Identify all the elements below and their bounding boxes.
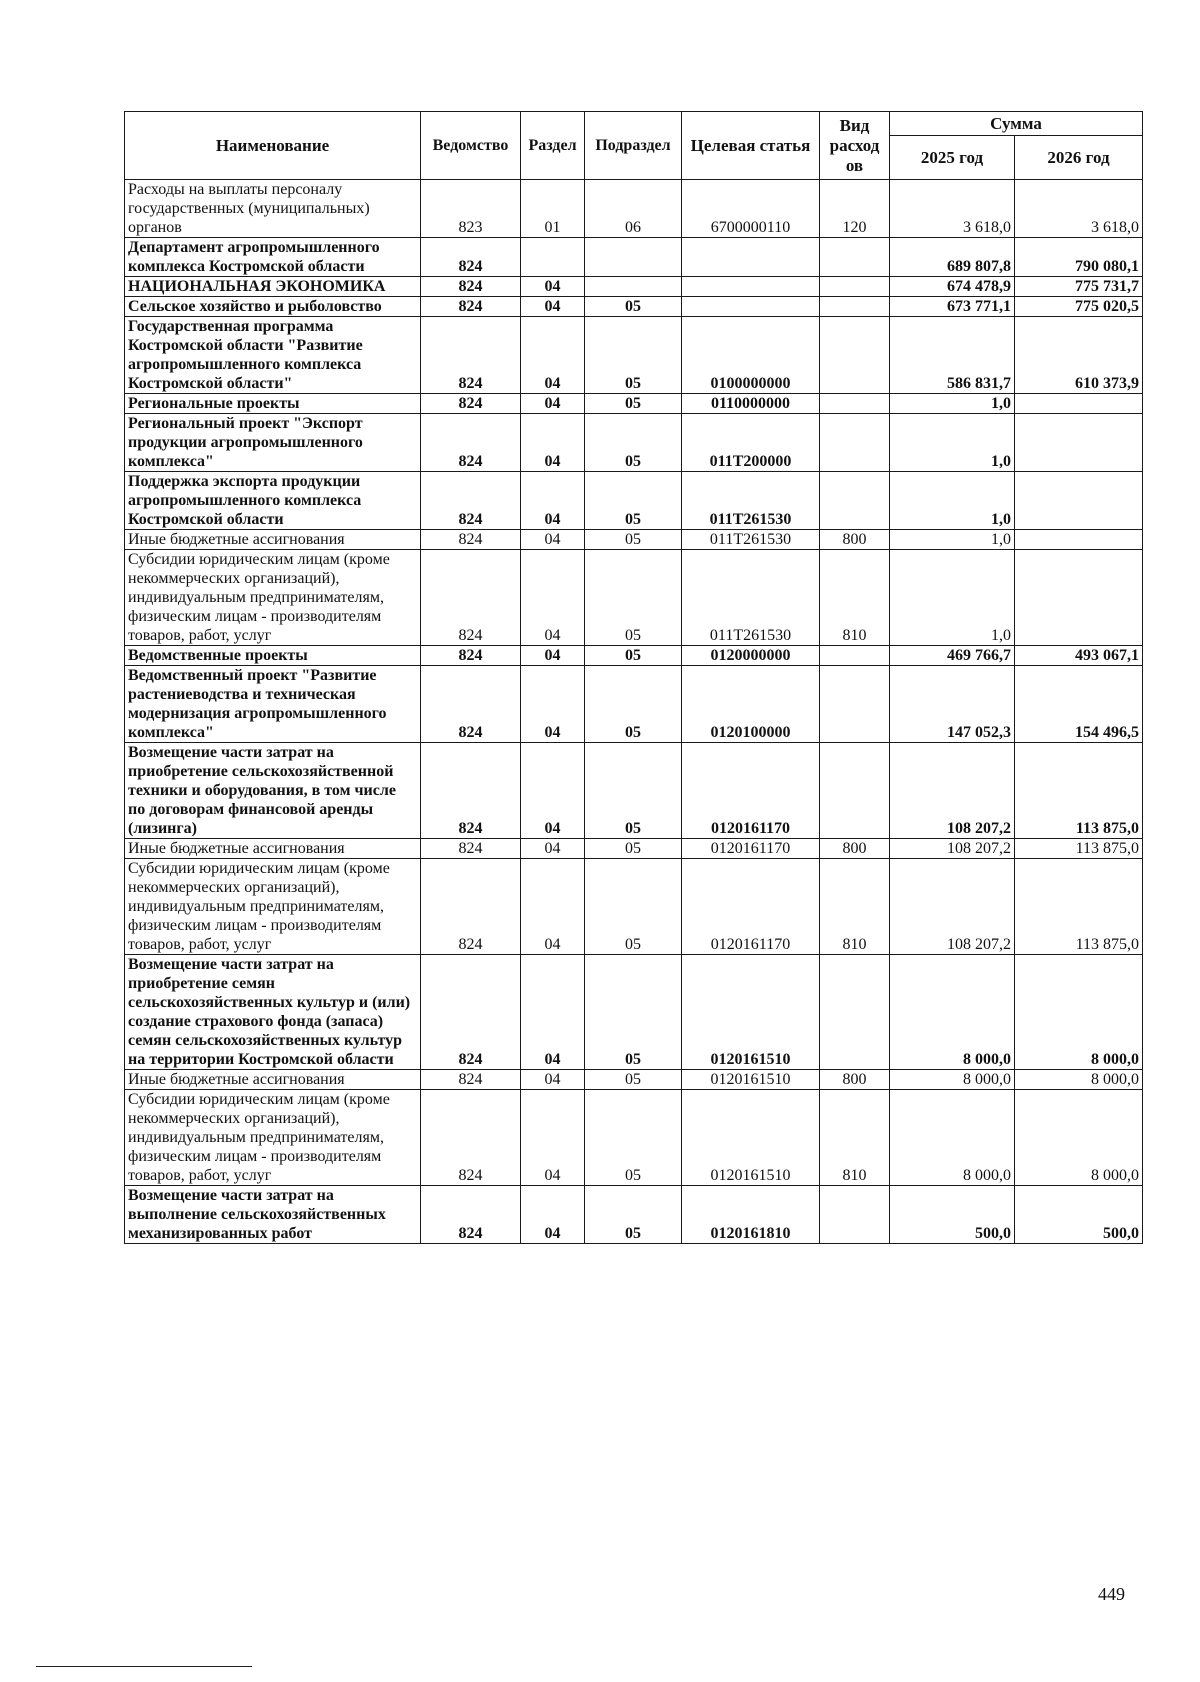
cell-section: 04 [521,297,585,317]
cell-target: 0120161170 [682,859,820,955]
cell-section: 04 [521,859,585,955]
cell-section: 04 [521,666,585,743]
cell-amount-2025: 674 478,9 [890,277,1015,297]
cell-section: 04 [521,1186,585,1244]
cell-amount-2025: 1,0 [890,530,1015,550]
table-row [125,394,1143,414]
cell-expense-type [820,666,890,743]
cell-subsection: 05 [585,859,682,955]
cell-section: 04 [521,317,585,394]
cell-name: Иные бюджетные ассигнования [125,1070,421,1090]
cell-target: 0120161810 [682,1186,820,1244]
cell-section: 04 [521,472,585,530]
cell-amount-2026: 775 020,5 [1015,297,1143,317]
cell-amount-2026: 493 067,1 [1015,646,1143,666]
cell-amount-2025: 8 000,0 [890,1090,1015,1186]
table-row [125,839,1143,859]
cell-name: Возмещение части затрат на приобретение сельскохозяйственной техники и оборудования, в том числе по договорам финансовой аренды (лизинга) [125,743,421,839]
cell-subsection: 05 [585,317,682,394]
cell-department: 824 [421,955,521,1070]
table-row [125,859,1143,955]
table-row [125,238,1143,277]
cell-expense-type [820,472,890,530]
cell-expense-type [820,277,890,297]
header-name: Наименование [125,112,421,180]
cell-department: 824 [421,743,521,839]
cell-subsection: 05 [585,646,682,666]
header-target: Целевая статья [682,112,820,180]
cell-amount-2026: 8 000,0 [1015,955,1143,1070]
cell-name: Поддержка экспорта продукции агропромышленного комплекса Костромской области [125,472,421,530]
cell-subsection: 05 [585,394,682,414]
cell-amount-2026: 113 875,0 [1015,839,1143,859]
cell-amount-2025: 500,0 [890,1186,1015,1244]
cell-target: 011Т200000 [682,414,820,472]
cell-target: 0110000000 [682,394,820,414]
cell-name: Возмещение части затрат на приобретение семян сельскохозяйственных культур и (или) создание страхового фонда (запаса) семян сельскохозяйственных культур на территории Костромской области [125,955,421,1070]
cell-section: 04 [521,530,585,550]
cell-department: 824 [421,859,521,955]
cell-target: 0120000000 [682,646,820,666]
table-row [125,317,1143,394]
cell-department: 824 [421,666,521,743]
table-row [125,472,1143,530]
cell-target: 0120161510 [682,955,820,1070]
cell-amount-2025: 469 766,7 [890,646,1015,666]
cell-subsection: 05 [585,297,682,317]
footnote-divider [36,1666,252,1667]
cell-amount-2025: 8 000,0 [890,955,1015,1070]
cell-name: Региональные проекты [125,394,421,414]
cell-target: 0120161510 [682,1070,820,1090]
cell-amount-2025: 8 000,0 [890,1070,1015,1090]
cell-amount-2026: 154 496,5 [1015,666,1143,743]
cell-amount-2026: 500,0 [1015,1186,1143,1244]
cell-amount-2025: 1,0 [890,394,1015,414]
cell-expense-type [820,646,890,666]
table-row [125,297,1143,317]
cell-subsection: 05 [585,1090,682,1186]
cell-department: 824 [421,317,521,394]
cell-amount-2026 [1015,550,1143,646]
cell-department: 823 [421,180,521,238]
table-row [125,955,1143,1070]
cell-amount-2025: 108 207,2 [890,859,1015,955]
cell-subsection: 05 [585,743,682,839]
table-row [125,277,1143,297]
cell-target: 0120161170 [682,743,820,839]
cell-expense-type [820,1186,890,1244]
cell-target [682,277,820,297]
cell-section: 04 [521,839,585,859]
cell-expense-type: 800 [820,530,890,550]
table-body [125,180,1143,1244]
cell-section: 04 [521,277,585,297]
cell-section [521,238,585,277]
cell-expense-type: 810 [820,550,890,646]
table-row [125,666,1143,743]
cell-department: 824 [421,1186,521,1244]
cell-section: 04 [521,1070,585,1090]
cell-amount-2026 [1015,414,1143,472]
cell-name: Субсидии юридическим лицам (кроме некоммерческих организаций), индивидуальным предпринимателям, физическим лицам - производителям товаров, работ, услуг [125,550,421,646]
cell-amount-2025: 586 831,7 [890,317,1015,394]
cell-subsection: 05 [585,530,682,550]
cell-amount-2026: 113 875,0 [1015,859,1143,955]
cell-section: 04 [521,550,585,646]
table-row [125,1070,1143,1090]
cell-department: 824 [421,530,521,550]
cell-target: 0120161510 [682,1090,820,1186]
cell-section: 04 [521,646,585,666]
cell-amount-2026: 113 875,0 [1015,743,1143,839]
header-section: Раздел [521,112,585,180]
cell-name: Ведомственные проекты [125,646,421,666]
cell-expense-type [820,297,890,317]
table-row [125,1186,1143,1244]
table-row [125,1090,1143,1186]
cell-amount-2026 [1015,472,1143,530]
cell-subsection: 05 [585,839,682,859]
cell-expense-type [820,743,890,839]
cell-amount-2025: 1,0 [890,414,1015,472]
cell-subsection [585,238,682,277]
cell-target: 011Т261530 [682,530,820,550]
cell-amount-2025: 147 052,3 [890,666,1015,743]
cell-amount-2026 [1015,530,1143,550]
cell-target [682,238,820,277]
cell-section: 04 [521,1090,585,1186]
cell-expense-type: 810 [820,1090,890,1186]
cell-expense-type: 800 [820,839,890,859]
cell-expense-type [820,955,890,1070]
cell-subsection: 05 [585,1070,682,1090]
cell-amount-2025: 1,0 [890,472,1015,530]
cell-name: Государственная программа Костромской области "Развитие агропромышленного комплекса Костромской области" [125,317,421,394]
table-row [125,530,1143,550]
cell-name: Сельское хозяйство и рыболовство [125,297,421,317]
cell-name: Департамент агропромышленного комплекса Костромской области [125,238,421,277]
cell-amount-2026: 8 000,0 [1015,1090,1143,1186]
cell-name: Возмещение части затрат на выполнение сельскохозяйственных механизированных работ [125,1186,421,1244]
cell-section: 04 [521,955,585,1070]
cell-expense-type [820,317,890,394]
cell-name: Иные бюджетные ассигнования [125,839,421,859]
cell-name: Субсидии юридическим лицам (кроме некоммерческих организаций), индивидуальным предпринимателям, физическим лицам - производителям товаров, работ, услуг [125,859,421,955]
cell-section: 04 [521,414,585,472]
cell-amount-2025: 1,0 [890,550,1015,646]
cell-section: 04 [521,394,585,414]
cell-expense-type [820,238,890,277]
cell-subsection: 05 [585,955,682,1070]
cell-department: 824 [421,1090,521,1186]
cell-amount-2025: 689 807,8 [890,238,1015,277]
cell-amount-2026: 8 000,0 [1015,1070,1143,1090]
cell-department: 824 [421,1070,521,1090]
table-row [125,414,1143,472]
cell-department: 824 [421,414,521,472]
cell-expense-type: 800 [820,1070,890,1090]
header-department: Ведомство [421,112,521,180]
cell-section: 04 [521,743,585,839]
cell-target: 0100000000 [682,317,820,394]
cell-expense-type: 120 [820,180,890,238]
cell-name: НАЦИОНАЛЬНАЯ ЭКОНОМИКА [125,277,421,297]
cell-target: 011Т261530 [682,550,820,646]
cell-department: 824 [421,646,521,666]
cell-amount-2025: 3 618,0 [890,180,1015,238]
table-row [125,743,1143,839]
table-row [125,550,1143,646]
cell-name: Ведомственный проект "Развитие растениеводства и техническая модернизация агропромышленного комплекса" [125,666,421,743]
cell-department: 824 [421,550,521,646]
cell-department: 824 [421,238,521,277]
cell-subsection: 05 [585,472,682,530]
cell-name: Субсидии юридическим лицам (кроме некоммерческих организаций), индивидуальным предпринимателям, физическим лицам - производителям товаров, работ, услуг [125,1090,421,1186]
cell-section: 01 [521,180,585,238]
cell-amount-2026: 775 731,7 [1015,277,1143,297]
header-subsection: Подраздел [585,112,682,180]
table-row [125,646,1143,666]
cell-subsection [585,277,682,297]
cell-amount-2026: 610 373,9 [1015,317,1143,394]
cell-subsection: 05 [585,666,682,743]
cell-name: Иные бюджетные ассигнования [125,530,421,550]
cell-amount-2026: 3 618,0 [1015,180,1143,238]
page-number: 449 [1098,1584,1125,1604]
cell-amount-2026: 790 080,1 [1015,238,1143,277]
cell-amount-2025: 108 207,2 [890,839,1015,859]
cell-target [682,297,820,317]
cell-expense-type: 810 [820,859,890,955]
header-expense-type: Вид расход ов [820,112,890,180]
cell-department: 824 [421,277,521,297]
table-header [125,112,1143,180]
cell-department: 824 [421,297,521,317]
cell-target: 6700000110 [682,180,820,238]
cell-name: Расходы на выплаты персоналу государственных (муниципальных) органов [125,180,421,238]
cell-amount-2025: 673 771,1 [890,297,1015,317]
cell-name: Региональный проект "Экспорт продукции агропромышленного комплекса" [125,414,421,472]
table-row [125,180,1143,238]
header-sum: Сумма [890,112,1143,136]
cell-expense-type [820,414,890,472]
cell-department: 824 [421,472,521,530]
cell-target: 0120161170 [682,839,820,859]
header-year-2026: 2026 год [1015,136,1143,180]
cell-department: 824 [421,839,521,859]
header-year-2025: 2025 год [890,136,1015,180]
cell-amount-2026 [1015,394,1143,414]
cell-amount-2025: 108 207,2 [890,743,1015,839]
cell-department: 824 [421,394,521,414]
cell-target: 011Т261530 [682,472,820,530]
cell-subsection: 06 [585,180,682,238]
cell-target: 0120100000 [682,666,820,743]
budget-table [124,111,1143,1244]
cell-expense-type [820,394,890,414]
cell-subsection: 05 [585,414,682,472]
cell-subsection: 05 [585,550,682,646]
cell-subsection: 05 [585,1186,682,1244]
